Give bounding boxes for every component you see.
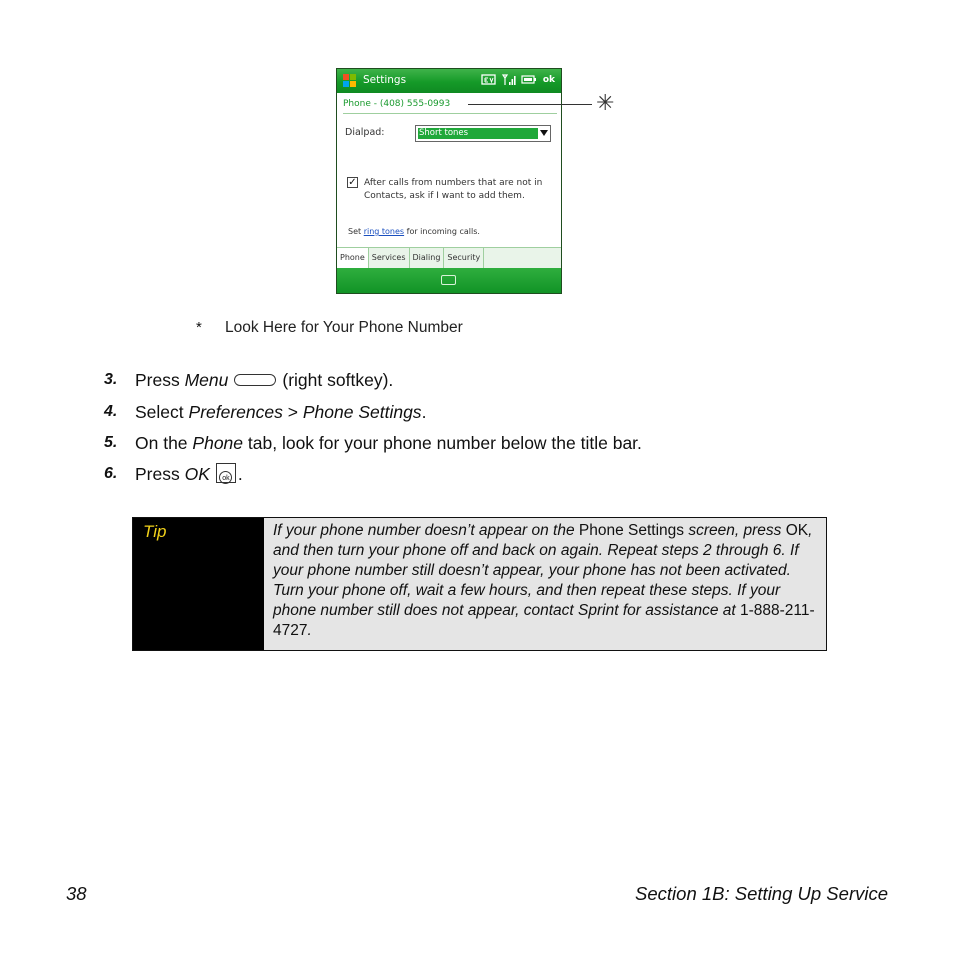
- tip-phone-number: 1-888-211-4727: [273, 602, 815, 639]
- ev-data-icon: [481, 73, 497, 86]
- step-pre: Press: [135, 464, 180, 484]
- tip-label: Tip: [143, 522, 167, 541]
- ring-tones-link[interactable]: ring tones: [363, 227, 405, 236]
- step-pre: Press: [135, 370, 180, 390]
- tip-text-2: screen, press: [684, 522, 786, 539]
- tip-box: [132, 517, 827, 651]
- callout-marker: ✳: [596, 90, 615, 115]
- title-bar-icons: [481, 73, 557, 86]
- step-em: Menu: [184, 370, 229, 390]
- step-number: 3.: [104, 371, 118, 388]
- add-contacts-checkbox[interactable]: ✓: [348, 177, 357, 188]
- footnote-marker: *: [196, 319, 202, 336]
- title-bar: [337, 69, 561, 93]
- step-pre: Select: [135, 402, 184, 422]
- step-3: [135, 370, 393, 391]
- step-4: [135, 402, 426, 423]
- step-em: OK: [184, 464, 210, 484]
- keyboard-icon[interactable]: [441, 275, 456, 285]
- step-post: (right softkey).: [282, 370, 394, 390]
- windows-start-icon[interactable]: [342, 73, 357, 88]
- step-6: [135, 464, 243, 485]
- callout-line: [468, 104, 592, 105]
- tip-phone-settings: Phone Settings: [578, 522, 685, 539]
- add-contacts-label: After calls from numbers that are not in Contacts, ask if I want to add them.: [364, 178, 543, 201]
- step-post: tab, look for your phone number below the title bar.: [247, 433, 642, 453]
- divider: [343, 113, 557, 114]
- ring-suffix: for incoming calls.: [406, 227, 480, 236]
- step-em: Phone: [192, 433, 244, 453]
- step-number: 4.: [104, 403, 118, 420]
- tab-security[interactable]: Security: [444, 248, 484, 269]
- tab-bar: [337, 247, 561, 269]
- phone-screenshot: [336, 68, 562, 294]
- tip-text-3: , and then turn your phone off and back on again. Repeat steps 2 through 6. If your phone number still doesn’t appear, your phone has not been activated. Turn your phone off, wait a few hours, and then repeat these steps. If your phone number still does not appear, contact Sprint for assistance at: [273, 522, 813, 619]
- ring-prefix: Set: [348, 227, 362, 236]
- screen-title: Settings: [363, 74, 407, 86]
- section-title: Section 1B: Setting Up Service: [635, 883, 888, 904]
- step-separator: >: [287, 402, 298, 422]
- dialpad-label: Dialpad:: [345, 127, 385, 138]
- ring-tones-line: [348, 227, 480, 236]
- signal-strength-icon: [501, 73, 517, 86]
- dialpad-selected-value: Short tones: [418, 128, 538, 139]
- step-5: [135, 433, 642, 454]
- page-number: 38: [66, 883, 87, 904]
- dialpad-select[interactable]: [415, 125, 551, 142]
- step-em2: Phone Settings: [302, 402, 422, 422]
- step-post: .: [237, 464, 243, 484]
- tip-content-cell: [264, 518, 826, 650]
- chevron-down-icon[interactable]: [540, 130, 548, 136]
- phone-number-line: Phone - (408) 555-0993: [343, 99, 451, 109]
- menu-softkey-icon: [234, 374, 276, 386]
- footnote-text: Look Here for Your Phone Number: [225, 319, 463, 336]
- tab-phone[interactable]: Phone: [337, 248, 369, 269]
- step-number: 5.: [104, 434, 118, 451]
- tip-text-1: If your phone number doesn’t appear on the: [273, 522, 579, 539]
- tab-dialing[interactable]: Dialing: [410, 248, 445, 269]
- ok-key-label: ok: [219, 471, 232, 484]
- tip-text-4: .: [307, 622, 312, 639]
- step-em: Preferences: [188, 402, 283, 422]
- tip-ok: OK: [785, 522, 809, 539]
- softkey-bar: [337, 268, 561, 293]
- step-pre: On the: [135, 433, 188, 453]
- step-post: .: [421, 402, 427, 422]
- ok-button[interactable]: ok: [542, 74, 555, 85]
- ok-key-icon: [216, 463, 236, 483]
- battery-icon: [521, 73, 537, 86]
- tip-text: [273, 521, 821, 641]
- step-number: 6.: [104, 465, 118, 482]
- tab-services[interactable]: Services: [369, 248, 410, 269]
- tip-label-cell: [133, 518, 264, 650]
